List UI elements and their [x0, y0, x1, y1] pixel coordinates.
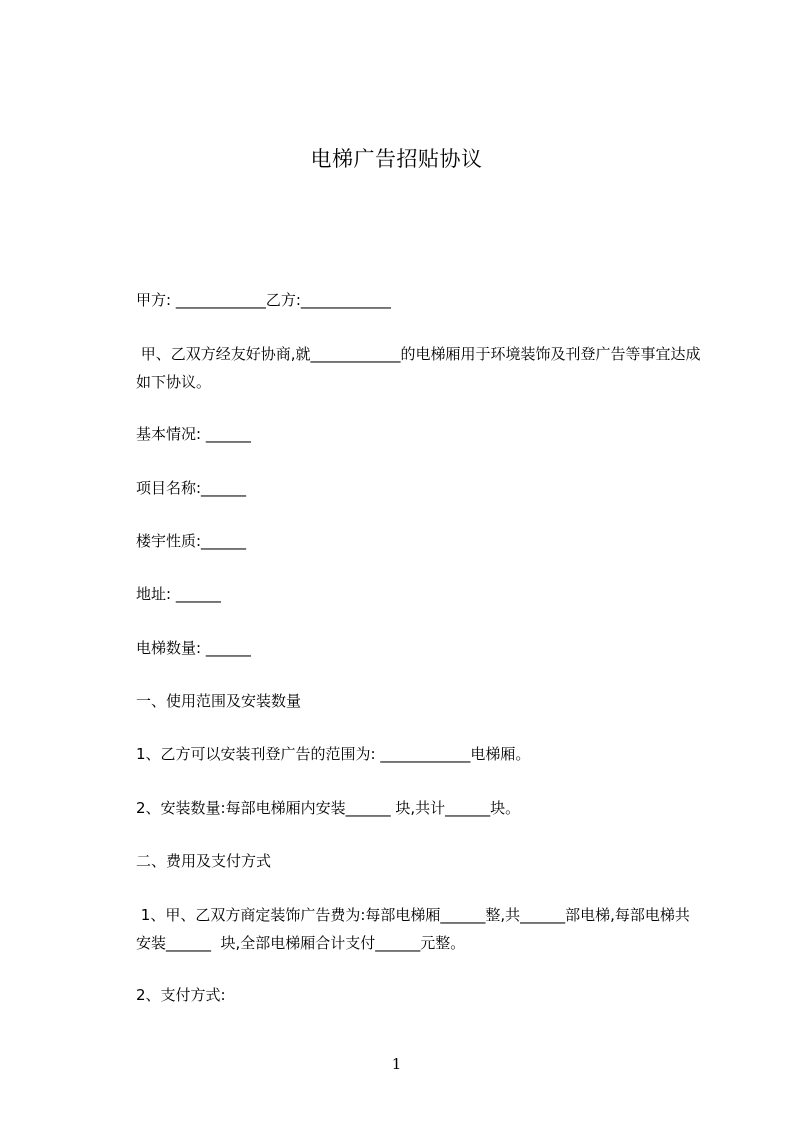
section2-item2: 2、支付方式:: [136, 986, 226, 1004]
elevator-count-field: 电梯数量: ______: [136, 639, 251, 657]
intro-paragraph: 甲、乙双方经友好协商,就____________的电梯厢用于环境装饰及刊登广告等事宜达成如下协议。: [136, 345, 701, 391]
section2-item1: 1、甲、乙双方商定装饰广告费为:每部电梯厢______整,共______部电梯,每部电梯共安装______ 块,全部电梯厢合计支付______元整。: [136, 906, 690, 952]
parties-line: 甲方: ____________乙方:____________: [136, 291, 391, 309]
section1-item1: 1、乙方可以安装刊登广告的范围为: ____________电梯厢。: [136, 745, 531, 763]
basic-info-field: 基本情况: ______: [136, 425, 251, 443]
section1-item2: 2、安装数量:每部电梯厢内安装______ 块,共计______块。: [136, 799, 521, 817]
building-nature-field: 楼宇性质:______: [136, 532, 247, 550]
page-number: 1: [391, 1055, 402, 1073]
section2-heading: 二、费用及支付方式: [136, 852, 272, 870]
section1-heading: 一、使用范围及安装数量: [136, 692, 302, 710]
project-name-field: 项目名称:______: [136, 479, 247, 497]
document-title: 电梯广告招贴协议: [310, 147, 483, 171]
address-field: 地址: ______: [136, 585, 221, 603]
